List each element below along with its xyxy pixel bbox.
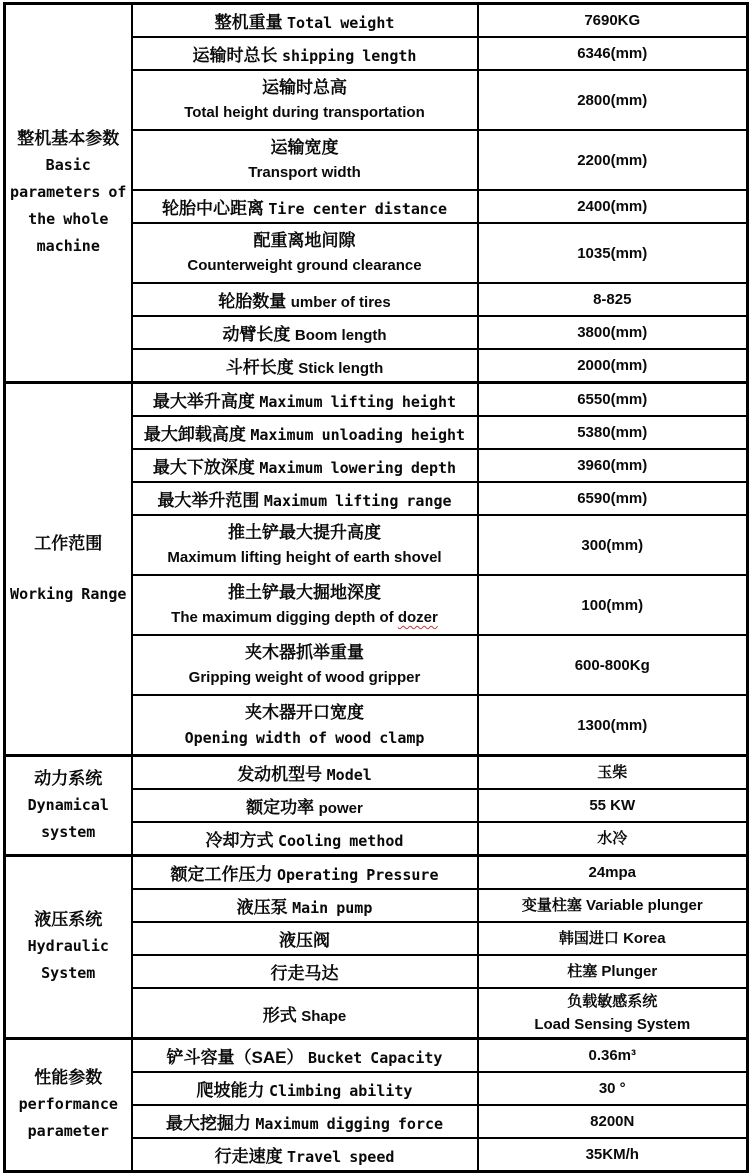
table-row — [5, 756, 748, 790]
value-cell — [478, 789, 748, 822]
parameter-cell — [132, 223, 478, 283]
value-text: Load Sensing System — [534, 1016, 691, 1033]
value-cell — [478, 889, 748, 922]
table-row — [5, 856, 748, 890]
value-cell — [478, 955, 748, 988]
parameter-label-zh: 运输时总高 — [262, 78, 347, 97]
parameter-label — [135, 287, 475, 312]
value-cell — [478, 856, 748, 890]
spec-table-body — [5, 4, 748, 1172]
parameter-cell — [132, 1138, 478, 1172]
parameter-label — [135, 1142, 475, 1167]
value-text: 柱塞 Plunger — [567, 963, 658, 980]
parameter-cell — [132, 4, 478, 38]
parameter-label-en: Maximum lifting height of earth shovel — [167, 549, 442, 566]
parameter-label-zh: 推土铲最大提升高度 — [228, 523, 381, 542]
parameter-label — [135, 1043, 475, 1068]
parameter-cell — [132, 922, 478, 955]
parameter-label — [135, 1001, 475, 1026]
parameter-cell — [132, 822, 478, 856]
parameter-cell — [132, 316, 478, 349]
value-text: 7690KG — [584, 12, 641, 29]
parameter-label-en-text: The maximum digging depth of — [171, 609, 394, 626]
parameter-cell — [132, 988, 478, 1039]
parameter-label — [135, 420, 475, 445]
parameter-label-en: Counterweight ground clearance — [187, 257, 422, 274]
value-cell — [478, 515, 748, 575]
value-cell — [478, 635, 748, 695]
parameter-label-en: Tire center distance — [268, 200, 448, 218]
parameter-label — [135, 486, 475, 511]
parameter-label-zh: 液压阀 — [279, 931, 330, 950]
value-text: 韩国进口 Korea — [558, 930, 666, 947]
value-cell — [478, 1072, 748, 1105]
value-cell — [478, 4, 748, 38]
parameter-label-zh: 轮胎数量 — [218, 292, 287, 311]
parameter-label-zh: 爬坡能力 — [196, 1081, 265, 1100]
table-row — [5, 1039, 748, 1073]
value-text: 2400(mm) — [577, 198, 648, 215]
parameter-label-en: Operating Pressure — [276, 866, 439, 884]
parameter-cell — [132, 756, 478, 790]
value-cell — [478, 449, 748, 482]
value-text: 3800(mm) — [577, 324, 648, 341]
value-cell — [478, 349, 748, 383]
parameter-label-en: Shape — [301, 1007, 347, 1025]
value-cell — [478, 70, 748, 130]
value-cell — [478, 822, 748, 856]
value-text: 负载敏感系统 — [567, 993, 658, 1010]
parameter-label-zh: 额定功率 — [246, 798, 315, 817]
category-cell — [5, 756, 132, 856]
value-text: 水冷 — [597, 830, 628, 847]
parameter-label-zh: 整机重量 — [214, 13, 283, 32]
value-cell — [478, 416, 748, 449]
value-text: 300(mm) — [581, 536, 644, 554]
value-cell — [478, 1138, 748, 1172]
parameter-label — [135, 387, 475, 412]
value-cell — [478, 283, 748, 316]
parameter-label-zh: 最大卸载高度 — [143, 425, 246, 444]
parameter-label-en: Travel speed — [287, 1148, 395, 1166]
value-text: 600-800Kg — [574, 656, 650, 674]
parameter-label-en: Cooling method — [278, 832, 404, 850]
parameter-label — [135, 793, 475, 818]
parameter-cell — [132, 283, 478, 316]
parameter-label-en: Model — [326, 766, 372, 784]
value-cell — [478, 922, 748, 955]
parameter-label — [135, 826, 475, 851]
parameter-label-zh: 铲斗容量（SAE） — [166, 1048, 304, 1067]
value-text: 2200(mm) — [577, 151, 648, 169]
parameter-label — [135, 893, 475, 918]
value-text: 24mpa — [588, 864, 637, 881]
parameter-label-en: Total height during transportation — [184, 104, 425, 121]
parameter-label-zh: 运输宽度 — [270, 138, 339, 157]
parameter-label-zh: 轮胎中心距离 — [161, 199, 264, 218]
value-text: 1300(mm) — [577, 716, 648, 734]
category-label-zh: 液压系统 — [34, 910, 103, 929]
parameter-label-zh: 配重离地间隙 — [253, 231, 356, 250]
parameter-label-en: Maximum digging force — [255, 1115, 444, 1133]
category-label-zh: 动力系统 — [34, 768, 103, 788]
parameter-label — [135, 320, 475, 345]
parameter-cell — [132, 635, 478, 695]
parameter-label-zh: 最大挖掘力 — [165, 1114, 251, 1133]
parameter-label-zh: 额定工作压力 — [170, 865, 273, 884]
parameter-label — [135, 353, 475, 378]
value-cell — [478, 695, 748, 756]
category-label-en: performance parameter — [18, 1095, 118, 1140]
value-text: 30 ° — [598, 1080, 626, 1097]
parameter-label-en: umber of tires — [290, 294, 391, 311]
category-cell — [5, 383, 132, 756]
category-label-zh: 性能参数 — [34, 1068, 103, 1087]
parameter-label-zh: 斗杆长度 — [225, 358, 294, 377]
table-row — [5, 4, 748, 38]
value-text: 55 KW — [589, 797, 636, 814]
parameter-cell — [132, 449, 478, 482]
parameter-cell — [132, 789, 478, 822]
parameter-label-zh: 动臂长度 — [222, 325, 291, 344]
category-cell — [5, 4, 132, 383]
parameter-label-en: Maximum lowering depth — [259, 459, 457, 477]
parameter-label-en: Total weight — [287, 14, 395, 32]
category-label-en: Dynamical system — [27, 795, 109, 841]
parameter-label — [135, 959, 475, 984]
parameter-label-zh: 夹木器开口宽度 — [245, 703, 364, 722]
parameter-label-en: Boom length — [294, 327, 387, 344]
parameter-label-en: Maximum lifting range — [263, 492, 452, 510]
parameter-cell — [132, 955, 478, 988]
spec-table — [3, 2, 749, 1173]
parameter-cell — [132, 383, 478, 417]
parameter-label-zh: 运输时总长 — [192, 46, 278, 65]
parameter-label — [135, 194, 475, 219]
parameter-label-zh: 最大举升高度 — [152, 392, 255, 411]
value-cell — [478, 223, 748, 283]
parameter-cell — [132, 37, 478, 70]
table-row — [5, 383, 748, 417]
parameter-label-en: Bucket Capacity — [307, 1049, 443, 1067]
value-text: 5380(mm) — [577, 424, 648, 441]
value-cell — [478, 1039, 748, 1073]
parameter-label-en: Main pump — [292, 899, 373, 917]
parameter-label-en: Transport width — [248, 164, 361, 181]
value-text: 6550(mm) — [577, 391, 648, 408]
parameter-cell — [132, 190, 478, 223]
parameter-cell — [132, 130, 478, 190]
value-text: 3960(mm) — [577, 457, 648, 474]
value-text: 6346(mm) — [577, 45, 648, 62]
parameter-label — [135, 926, 475, 951]
parameter-label-zh: 夹木器抓举重量 — [245, 643, 364, 662]
parameter-label — [135, 41, 475, 66]
parameter-cell — [132, 856, 478, 890]
parameter-label-zh: 最大举升范围 — [157, 491, 260, 510]
parameter-label-zh: 发动机型号 — [237, 765, 323, 784]
value-text: 6590(mm) — [577, 490, 648, 507]
parameter-cell — [132, 349, 478, 383]
value-cell — [478, 482, 748, 515]
parameter-cell — [132, 889, 478, 922]
parameter-label — [135, 8, 475, 33]
category-label-zh: 整机基本参数 — [17, 129, 120, 148]
parameter-cell — [132, 695, 478, 756]
misspelled-word: dozer — [397, 609, 438, 626]
parameter-label-en: shipping length — [281, 47, 417, 65]
parameter-label-zh: 推土铲最大掘地深度 — [228, 583, 381, 602]
value-text: 0.36m³ — [588, 1047, 637, 1064]
parameter-label — [135, 760, 475, 785]
value-cell — [478, 37, 748, 70]
parameter-label — [135, 860, 475, 885]
parameter-label-zh: 最大下放深度 — [152, 458, 255, 477]
category-label-zh: 工作范围 — [34, 533, 103, 553]
value-text: 1035(mm) — [577, 244, 648, 262]
parameter-label-zh: 行走速度 — [214, 1147, 283, 1166]
parameter-label-en: power — [318, 800, 363, 817]
parameter-label-en: Gripping weight of wood gripper — [188, 669, 421, 686]
parameter-label-zh: 冷却方式 — [205, 831, 274, 850]
value-text: 8200N — [590, 1113, 635, 1130]
parameter-label-en: Climbing ability — [268, 1082, 413, 1100]
parameter-label — [135, 1076, 475, 1101]
parameter-label-en — [135, 606, 475, 630]
value-text: 35KM/h — [585, 1146, 639, 1163]
parameter-cell — [132, 1072, 478, 1105]
parameter-label — [135, 453, 475, 478]
value-cell — [478, 383, 748, 417]
parameter-cell — [132, 482, 478, 515]
category-label-en: Basic parameters of the whole machine — [10, 156, 127, 255]
value-text: 2000(mm) — [577, 357, 648, 374]
value-text: 变量柱塞 Variable plunger — [521, 897, 703, 914]
category-cell — [5, 1039, 132, 1172]
value-text: 玉柴 — [597, 764, 628, 781]
value-cell — [478, 316, 748, 349]
category-cell — [5, 856, 132, 1039]
value-cell — [478, 130, 748, 190]
parameter-cell — [132, 1039, 478, 1073]
parameter-label-en: Maximum lifting height — [259, 393, 457, 411]
category-label-en: Hydraulic System — [27, 937, 109, 982]
parameter-label-en: Maximum unloading height — [250, 426, 466, 444]
parameter-label-en: Opening width of wood clamp — [184, 729, 425, 747]
value-cell — [478, 756, 748, 790]
parameter-cell — [132, 70, 478, 130]
value-cell — [478, 190, 748, 223]
category-label-en: Working Range — [10, 584, 127, 603]
value-cell — [478, 575, 748, 635]
value-text: 100(mm) — [581, 596, 644, 614]
parameter-label-zh: 行走马达 — [270, 964, 339, 983]
parameter-label-en: Stick length — [298, 360, 384, 377]
value-text: 8-825 — [593, 291, 632, 308]
parameter-label-zh: 形式 — [262, 1005, 297, 1025]
value-cell — [478, 988, 748, 1039]
parameter-cell — [132, 515, 478, 575]
parameter-label-zh: 液压泵 — [236, 898, 288, 917]
parameter-cell — [132, 416, 478, 449]
value-text: 2800(mm) — [577, 91, 648, 109]
parameter-cell — [132, 575, 478, 635]
